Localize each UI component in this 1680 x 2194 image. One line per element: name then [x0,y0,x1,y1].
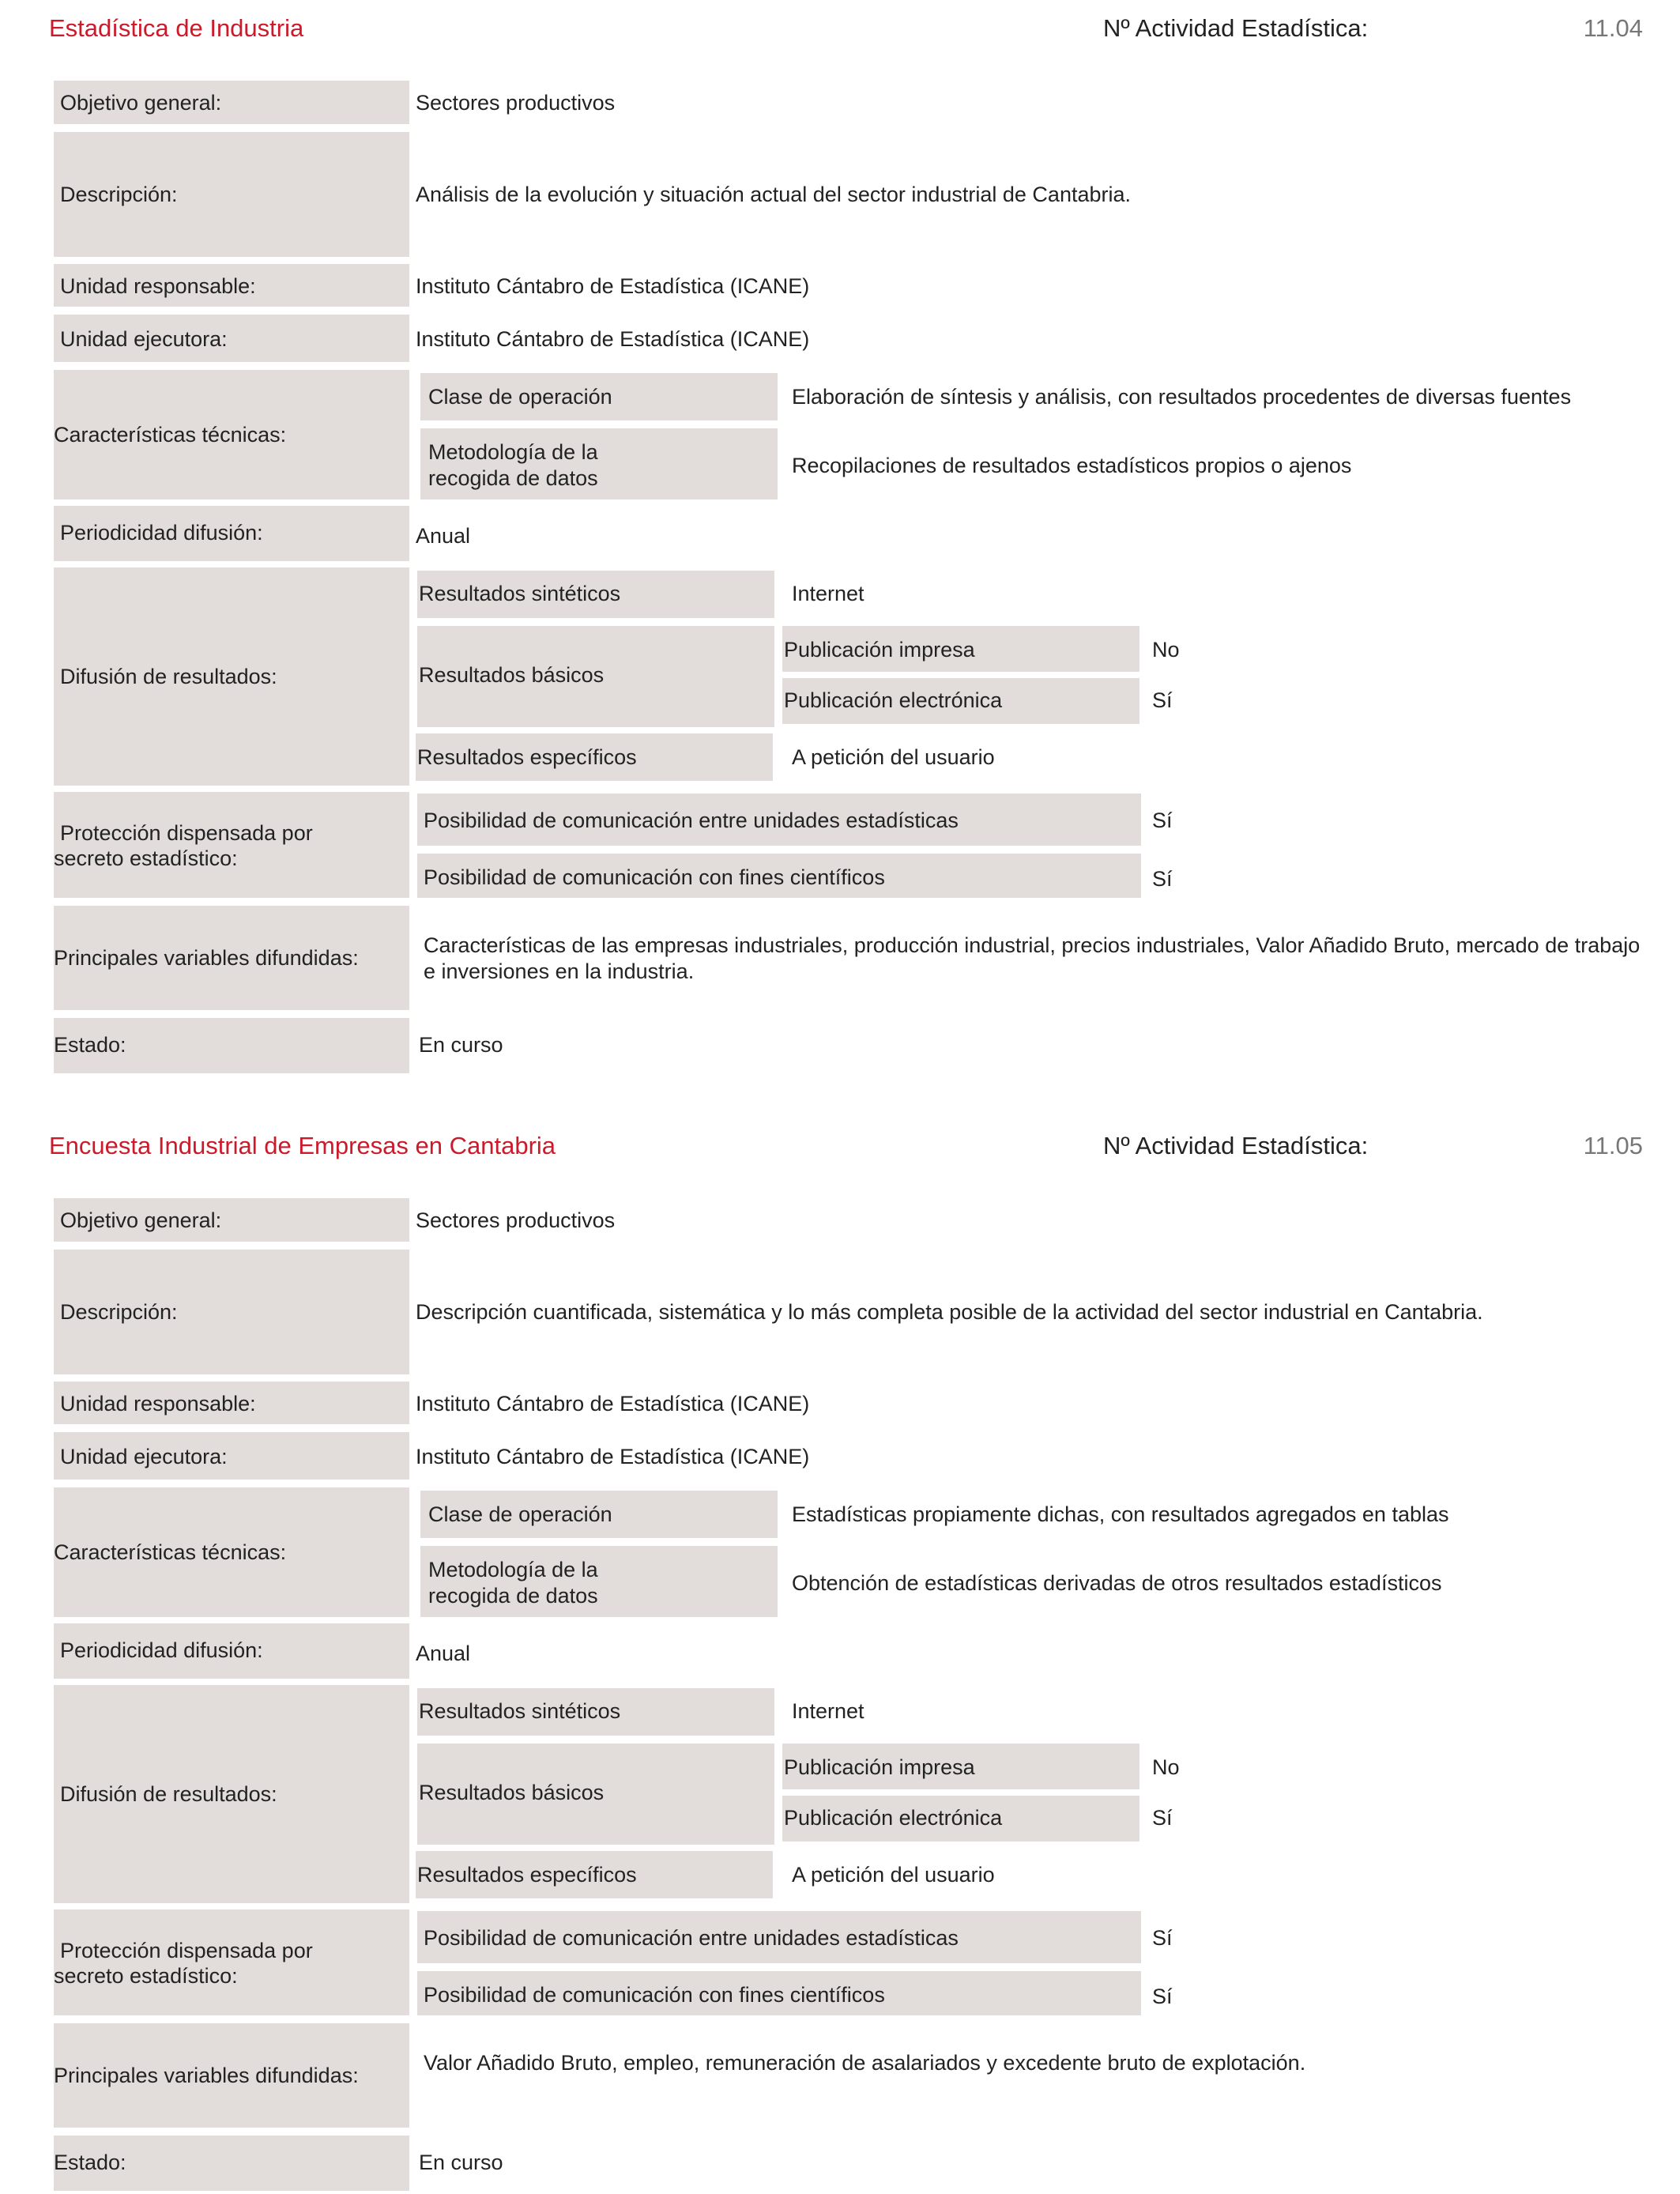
activity-number-value: 11.05 [1583,1132,1643,1159]
com-cientificos-value: Sí [1152,867,1173,891]
especificos-label: Resultados específicos [417,1863,637,1887]
sinteticos-value: Internet [792,582,864,605]
descripcion-label: Descripción: [60,183,178,206]
pub-electronica-label: Publicación electrónica [784,688,1003,712]
unidad-ejecutora-value: Instituto Cántabro de Estadística (ICANE) [416,1445,810,1468]
variables-label: Principales variables difundidas: [54,946,359,970]
activity-number-label: Nº Actividad Estadística: [1103,1132,1369,1159]
estado-value: En curso [419,1033,503,1057]
especificos-label: Resultados específicos [417,745,637,769]
clase-operacion-value: Estadísticas propiamente dichas, con resultados agregados en tablas [792,1502,1449,1526]
metodologia-label-line-1: Metodología de la [428,440,598,464]
pub-impresa-label: Publicación impresa [784,638,975,662]
activity-card-2 [0,1118,1680,2194]
unidad-responsable-value: Instituto Cántabro de Estadística (ICANE) [416,1392,810,1416]
unidad-ejecutora-value: Instituto Cántabro de Estadística (ICANE) [416,327,810,351]
objetivo-label: Objetivo general: [60,91,222,115]
estado-value: En curso [419,2151,503,2174]
periodicidad-label: Periodicidad difusión: [60,1638,263,1662]
pub-impresa-value: No [1152,638,1180,662]
objetivo-label: Objetivo general: [60,1208,222,1232]
clase-operacion-value: Elaboración de síntesis y análisis, con resultados procedentes de diversas fuentes [792,385,1572,409]
com-unidades-label: Posibilidad de comunicación entre unidades estadísticas [424,1926,959,1950]
unidad-ejecutora-label: Unidad ejecutora: [60,327,228,351]
com-unidades-value: Sí [1152,1926,1173,1950]
com-unidades-label: Posibilidad de comunicación entre unidades estadísticas [424,809,959,832]
sinteticos-value: Internet [792,1699,864,1723]
variables-value: Valor Añadido Bruto, empleo, remuneración de asalariados y excedente bruto de explotación. [424,2051,1306,2075]
pub-electronica-label: Publicación electrónica [784,1806,1003,1830]
unidad-responsable-label: Unidad responsable: [60,1392,256,1416]
descripcion-value: Análisis de la evolución y situación actual del sector industrial de Cantabria. [416,183,1132,206]
sinteticos-label: Resultados sintéticos [419,1699,621,1723]
estado-label: Estado: [54,2151,126,2174]
com-unidades-value: Sí [1152,809,1173,832]
metodologia-value: Obtención de estadísticas derivadas de otros resultados estadísticos [792,1571,1442,1595]
caracteristicas-label: Características técnicas: [54,1540,287,1564]
variables-value: Características de las empresas industriales, producción industrial, precios industriales, Valor Añadido Bruto, mercado de trabajo e inversiones en la industria. [424,933,1640,983]
proteccion-label-line-1: Protección dispensada por [60,1939,313,1962]
descripcion-label: Descripción: [60,1300,178,1324]
unidad-responsable-value: Instituto Cántabro de Estadística (ICANE) [416,274,810,298]
pub-electronica-value: Sí [1152,1806,1173,1830]
proteccion-label-line-2: secreto estadístico: [54,846,238,870]
section-title: Encuesta Industrial de Empresas en Cantabria [49,1132,556,1159]
especificos-value: A petición del usuario [792,745,995,769]
difusion-label: Difusión de resultados: [60,665,277,688]
caracteristicas-label: Características técnicas: [54,423,287,447]
metodologia-label-line-1: Metodología de la [428,1558,598,1581]
com-cientificos-value: Sí [1152,1985,1173,2008]
estado-label: Estado: [54,1033,126,1057]
descripcion-value: Descripción cuantificada, sistemática y lo más completa posible de la actividad del sector industrial en Cantabria. [416,1300,1483,1324]
basicos-label: Resultados básicos [419,663,605,687]
activity-number-value: 11.04 [1583,14,1643,42]
section-header [0,1118,1680,1173]
objetivo-value: Sectores productivos [416,1208,616,1232]
periodicidad-value: Anual [416,1642,471,1665]
especificos-value: A petición del usuario [792,1863,995,1887]
com-cientificos-label: Posibilidad de comunicación con fines científicos [424,865,885,889]
sinteticos-label: Resultados sintéticos [419,582,621,605]
clase-operacion-label: Clase de operación [428,1502,612,1526]
metodologia-label-line-2: recogida de datos [428,1584,598,1608]
pub-impresa-label: Publicación impresa [784,1755,975,1779]
metodologia-label-line-2: recogida de datos [428,466,598,490]
unidad-ejecutora-label: Unidad ejecutora: [60,1445,228,1468]
proteccion-label-line-2: secreto estadístico: [54,1964,238,1988]
proteccion-label-line-1: Protección dispensada por [60,821,313,845]
section-header [0,0,1680,55]
objetivo-value: Sectores productivos [416,91,616,115]
pub-electronica-value: Sí [1152,688,1173,712]
pub-impresa-value: No [1152,1755,1180,1779]
variables-label: Principales variables difundidas: [54,2064,359,2087]
com-cientificos-label: Posibilidad de comunicación con fines científicos [424,1983,885,2007]
clase-operacion-label: Clase de operación [428,385,612,409]
periodicidad-label: Periodicidad difusión: [60,521,263,545]
section-title: Estadística de Industria [49,14,304,42]
periodicidad-value: Anual [416,524,471,548]
difusion-label: Difusión de resultados: [60,1782,277,1806]
basicos-label: Resultados básicos [419,1781,605,1804]
activity-number-label: Nº Actividad Estadística: [1103,14,1369,42]
metodologia-value: Recopilaciones de resultados estadísticos propios o ajenos [792,454,1352,477]
unidad-responsable-label: Unidad responsable: [60,274,256,298]
